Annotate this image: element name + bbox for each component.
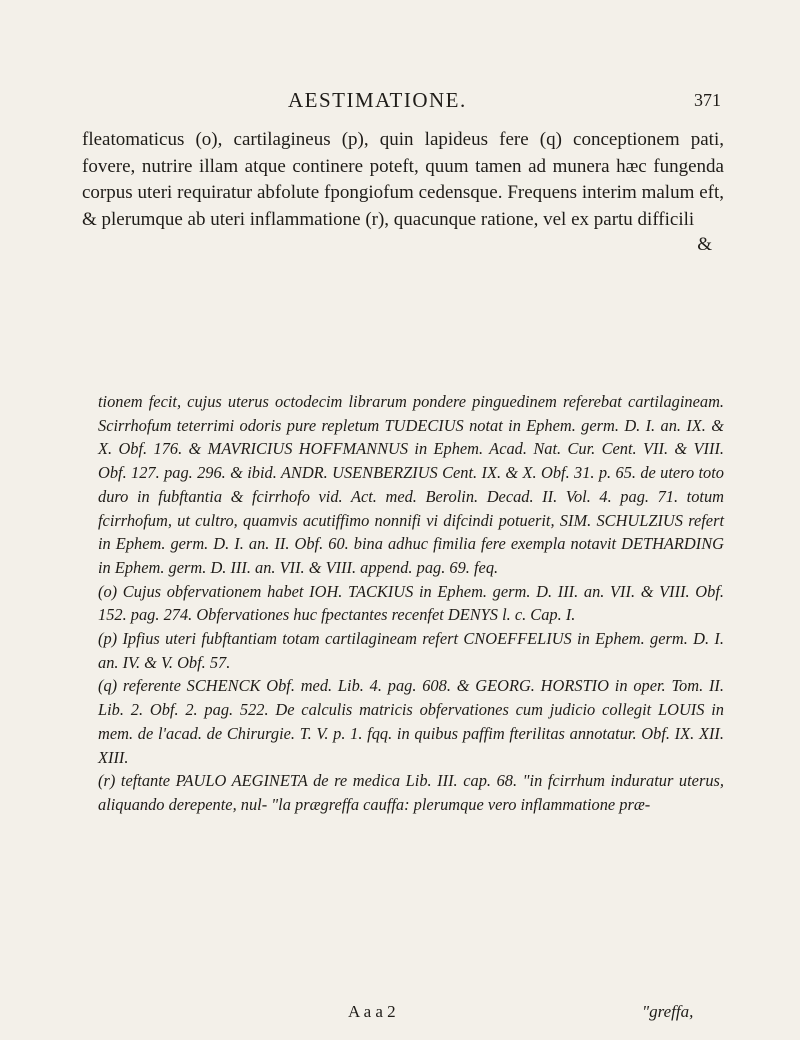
footnote-text: teftante PAULO AEGINETA de re medica Lib. III. cap. 68. "in fcirrhum induratur uterus, aliquando derepente, nul- "la prægreffa cauffa: plerumque vero inflammatione præ- [98,771,725,814]
running-title: AESTIMATIONE. [288,88,467,112]
signature-mark: A a a 2 [348,1002,396,1021]
footnote-text: referente SCHENCK Obf. med. Lib. 4. pag. 608. & GEORG. HORSTIO in oper. Tom. II. Lib. 2. Obf. 2. pag. 522. De calculis matricis obfervationes cum judicio collegit LOUIS in mem. de l'acad. de Chirurgie. T. V. p. 1. fqq. in quibus paffim fterilitas annotatur. Obf. IX. XII. XIII. [98,676,724,767]
main-paragraph: fleatomaticus (o), cartilagineus (p), quin lapideus fere (q) conceptionem pati, fovere, nutrire illam atque continere poteft, quum tamen ad munera hæc fungenda corpus uteri requiratur abfolute fpongiofum cedensque. Frequens interim malum eft, & plerumque ab uteri inflammatione (r), quacunque ratione, vel ex partu difficili [82,129,724,230]
footnote-r [98,769,724,816]
page-footer [0,1002,800,1026]
footnote-marker: (p) [98,629,118,649]
main-text [82,127,724,257]
footnote-o [98,580,724,627]
footnote-marker: (r) [98,771,116,791]
footer-catchword: "greffa, [642,1002,694,1021]
footnotes [98,390,724,817]
footnote-text: tionem fecit, cujus uterus octodecim librarum pondere pinguedinem referebat cartilagineam. Scirrhofum teterrimi odoris pure repletum TUDECIUS notat in Ephem. germ. D. I. an. IX. & X. Obf. 176. & MAVRICIUS HOFFMANNUS in Ephem. Acad. Nat. Cur. Cent. VII. & VIII. Obf. 127. pag. 296. & ibid. ANDR. USENBERZIUS Cent. IX. & X. Obf. 31. p. 65. de utero toto duro in fubftantia & fcirrhofo vid. Act. med. Berolin. Decad. II. Vol. 4. pag. 71. totum fcirrhofum, ut cultro, quamvis acutiffimo nonnifi vi difcindi potuerit, SIM. SCHULZIUS refert in Ephem. germ. D. I. an. II. Obf. 60. bina adhuc fimilia fere exempla notavit DETHARDING in Ephem. germ. D. III. an. VII. & VIII. append. pag. 69. feq. [98,392,724,577]
footnote-text: Cujus obfervationem habet IOH. TACKIUS in Ephem. germ. D. III. an. VII. & VIII. Obf. 152. pag. 274. Obfervationes huc fpectantes recenfet DENYS l. c. Cap. I. [98,581,724,625]
footnote-p [98,627,724,674]
footnote-marker: (o) [98,581,118,601]
footnote-text: Ipfius uteri fubftantiam totam cartilagineam refert CNOEFFELIUS in Ephem. germ. D. I. an. IV. & V. Obf. 57. [98,629,724,672]
footnote-marker: (q) [98,676,118,696]
body-catchword: & [697,234,712,256]
page-number: 371 [694,90,721,110]
footnote-q [98,674,724,769]
footnote-continuation [98,390,724,580]
running-head [0,88,800,122]
